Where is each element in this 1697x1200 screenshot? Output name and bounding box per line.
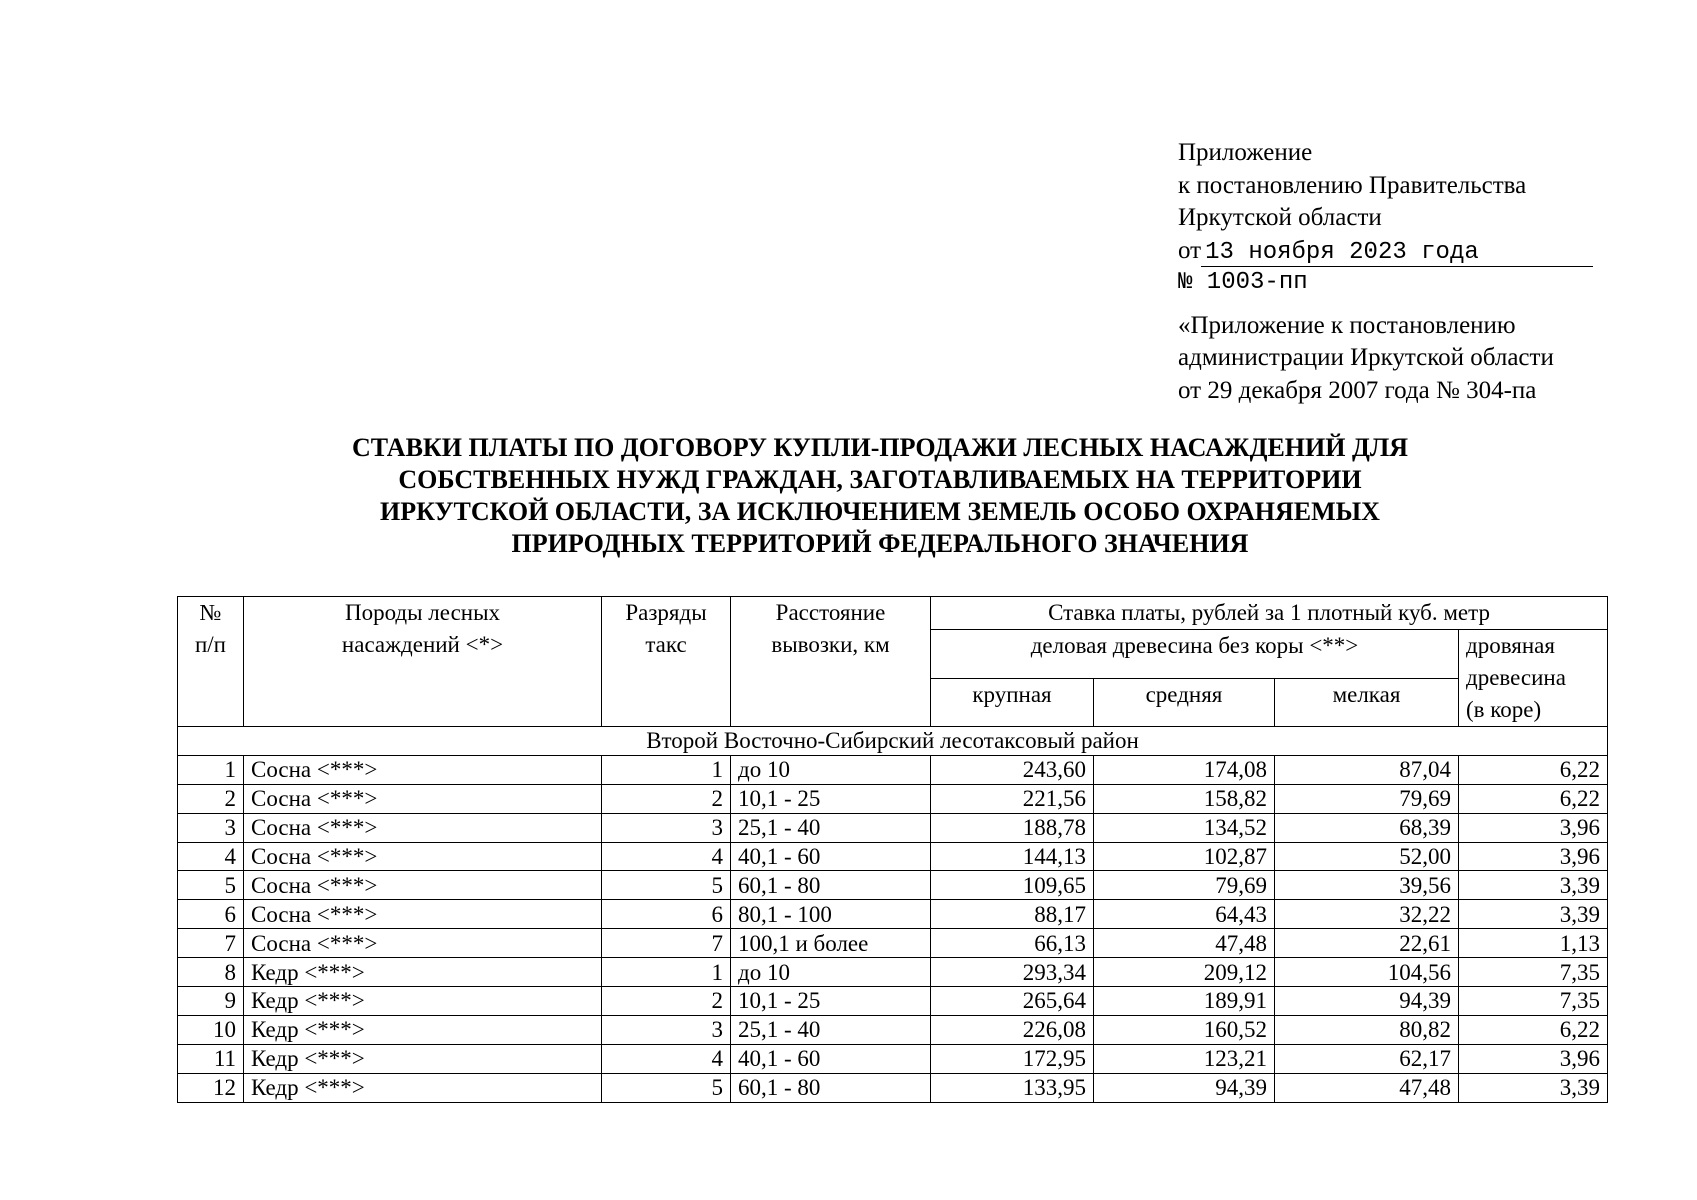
cell-large: 109,65 (931, 871, 1094, 900)
cell-distance: 60,1 - 80 (731, 871, 931, 900)
header-small: мелкая (1275, 678, 1459, 727)
table-row (178, 929, 1608, 958)
cell-small: 62,17 (1275, 1044, 1459, 1073)
cell-grade: 3 (602, 1015, 731, 1044)
header-grade: Разряды такс (602, 597, 731, 727)
cell-small: 68,39 (1275, 813, 1459, 842)
cell-grade: 2 (602, 784, 731, 813)
cell-large: 133,95 (931, 1073, 1094, 1102)
cell-fuel: 3,39 (1459, 871, 1608, 900)
cell-medium: 47,48 (1094, 929, 1275, 958)
cell-num: 3 (178, 813, 244, 842)
cell-grade: 1 (602, 755, 731, 784)
cell-num: 5 (178, 871, 244, 900)
header-medium: средняя (1094, 678, 1275, 727)
table-row (178, 958, 1608, 987)
table-row (178, 784, 1608, 813)
cell-fuel: 3,96 (1459, 1044, 1608, 1073)
cell-distance: 25,1 - 40 (731, 1015, 931, 1044)
cell-large: 243,60 (931, 755, 1094, 784)
cell-fuel: 7,35 (1459, 987, 1608, 1016)
cell-medium: 134,52 (1094, 813, 1275, 842)
decree-date-line (1178, 235, 1593, 268)
cell-grade: 7 (602, 929, 731, 958)
rates-table (177, 596, 1608, 1103)
cell-medium: 209,12 (1094, 958, 1275, 987)
cell-num: 9 (178, 987, 244, 1016)
cell-fuel: 6,22 (1459, 755, 1608, 784)
cell-num: 2 (178, 784, 244, 813)
title-line-2: СОБСТВЕННЫХ НУЖД ГРАЖДАН, ЗАГОТАВЛИВАЕМЫХ НА ТЕРРИТОРИИ (398, 465, 1362, 494)
cell-small: 87,04 (1275, 755, 1459, 784)
cell-medium: 189,91 (1094, 987, 1275, 1016)
cell-species: Сосна <***> (244, 813, 602, 842)
decree-reference: к постановлению Правительства (1178, 171, 1527, 199)
appendix-label: Приложение (1178, 139, 1313, 166)
region-row: Второй Восточно-Сибирский лесотаксовый район (178, 727, 1608, 756)
cell-distance: до 10 (731, 958, 931, 987)
cell-distance: 10,1 - 25 (731, 784, 931, 813)
cell-species: Кедр <***> (244, 1044, 602, 1073)
cell-grade: 1 (602, 958, 731, 987)
cell-fuel: 3,96 (1459, 842, 1608, 871)
cell-fuel: 3,39 (1459, 900, 1608, 929)
cell-fuel: 6,22 (1459, 1015, 1608, 1044)
cell-distance: 25,1 - 40 (731, 813, 931, 842)
cell-grade: 2 (602, 987, 731, 1016)
amendment-line-2: администрации Иркутской области (1178, 344, 1554, 371)
header-large: крупная (931, 678, 1094, 727)
cell-grade: 5 (602, 1073, 731, 1102)
cell-medium: 158,82 (1094, 784, 1275, 813)
cell-num: 7 (178, 929, 244, 958)
date-prefix: от (1178, 236, 1202, 264)
cell-num: 12 (178, 1073, 244, 1102)
cell-species: Сосна <***> (244, 929, 602, 958)
cell-species: Сосна <***> (244, 871, 602, 900)
cell-large: 66,13 (931, 929, 1094, 958)
appendix-header (1178, 137, 1593, 407)
table-row (178, 987, 1608, 1016)
header-business-wood: деловая древесина без коры <**> (931, 630, 1459, 679)
cell-species: Сосна <***> (244, 784, 602, 813)
amendment-reference (1178, 310, 1593, 408)
cell-distance: 60,1 - 80 (731, 1073, 931, 1102)
cell-distance: 10,1 - 25 (731, 987, 931, 1016)
cell-distance: 40,1 - 60 (731, 842, 931, 871)
cell-num: 10 (178, 1015, 244, 1044)
cell-medium: 102,87 (1094, 842, 1275, 871)
cell-grade: 6 (602, 900, 731, 929)
cell-large: 226,08 (931, 1015, 1094, 1044)
cell-medium: 174,08 (1094, 755, 1275, 784)
cell-medium: 79,69 (1094, 871, 1275, 900)
header-rate: Ставка платы, рублей за 1 плотный куб. метр (931, 597, 1608, 630)
cell-large: 221,56 (931, 784, 1094, 813)
title-line-1: СТАВКИ ПЛАТЫ ПО ДОГОВОРУ КУПЛИ-ПРОДАЖИ ЛЕСНЫХ НАСАЖДЕНИЙ ДЛЯ (351, 433, 1409, 462)
cell-distance: до 10 (731, 755, 931, 784)
cell-num: 1 (178, 755, 244, 784)
cell-small: 80,82 (1275, 1015, 1459, 1044)
cell-fuel: 1,13 (1459, 929, 1608, 958)
cell-large: 88,17 (931, 900, 1094, 929)
cell-species: Кедр <***> (244, 987, 602, 1016)
cell-species: Сосна <***> (244, 755, 602, 784)
cell-distance: 80,1 - 100 (731, 900, 931, 929)
cell-fuel: 3,96 (1459, 813, 1608, 842)
cell-medium: 64,43 (1094, 900, 1275, 929)
cell-large: 144,13 (931, 842, 1094, 871)
cell-num: 6 (178, 900, 244, 929)
cell-small: 52,00 (1275, 842, 1459, 871)
table-row (178, 813, 1608, 842)
decree-number: № 1003-пп (1178, 269, 1308, 296)
table-row (178, 1015, 1608, 1044)
cell-species: Сосна <***> (244, 900, 602, 929)
header-number: № п/п (178, 597, 244, 727)
cell-small: 79,69 (1275, 784, 1459, 813)
decree-date: 13 ноября 2023 года (1201, 240, 1593, 267)
cell-species: Кедр <***> (244, 1015, 602, 1044)
table-row (178, 1044, 1608, 1073)
cell-grade: 4 (602, 842, 731, 871)
cell-large: 293,34 (931, 958, 1094, 987)
table-row (178, 1073, 1608, 1102)
cell-small: 32,22 (1275, 900, 1459, 929)
cell-small: 47,48 (1275, 1073, 1459, 1102)
cell-species: Сосна <***> (244, 842, 602, 871)
amendment-line-3: от 29 декабря 2007 года № 304-па (1178, 376, 1537, 404)
cell-num: 11 (178, 1044, 244, 1073)
cell-small: 22,61 (1275, 929, 1459, 958)
cell-num: 8 (178, 958, 244, 987)
document-title (0, 432, 1697, 560)
cell-num: 4 (178, 842, 244, 871)
cell-medium: 94,39 (1094, 1073, 1275, 1102)
table-row (178, 900, 1608, 929)
cell-distance: 40,1 - 60 (731, 1044, 931, 1073)
cell-large: 172,95 (931, 1044, 1094, 1073)
cell-species: Кедр <***> (244, 1073, 602, 1102)
cell-small: 94,39 (1275, 987, 1459, 1016)
header-fuel-wood: дровяная древесина (в коре) (1459, 630, 1608, 727)
title-line-3: ИРКУТСКОЙ ОБЛАСТИ, ЗА ИСКЛЮЧЕНИЕМ ЗЕМЕЛЬ ОСОБО ОХРАНЯЕМЫХ (380, 497, 1380, 526)
amendment-line-1: «Приложение к постановлению (1178, 311, 1516, 339)
cell-fuel: 6,22 (1459, 784, 1608, 813)
cell-fuel: 3,39 (1459, 1073, 1608, 1102)
cell-large: 265,64 (931, 987, 1094, 1016)
cell-medium: 123,21 (1094, 1044, 1275, 1073)
table-row (178, 871, 1608, 900)
cell-grade: 3 (602, 813, 731, 842)
cell-fuel: 7,35 (1459, 958, 1608, 987)
cell-medium: 160,52 (1094, 1015, 1275, 1044)
table-row (178, 842, 1608, 871)
cell-species: Кедр <***> (244, 958, 602, 987)
table-row (178, 755, 1608, 784)
cell-small: 39,56 (1275, 871, 1459, 900)
cell-grade: 4 (602, 1044, 731, 1073)
region-name: Иркутской области (1178, 204, 1382, 231)
title-line-4: ПРИРОДНЫХ ТЕРРИТОРИЙ ФЕДЕРАЛЬНОГО ЗНАЧЕНИЯ (511, 529, 1249, 558)
cell-distance: 100,1 и более (731, 929, 931, 958)
cell-small: 104,56 (1275, 958, 1459, 987)
cell-grade: 5 (602, 871, 731, 900)
header-distance: Расстояние вывозки, км (731, 597, 931, 727)
cell-large: 188,78 (931, 813, 1094, 842)
header-species: Породы лесных насаждений <*> (244, 597, 602, 727)
